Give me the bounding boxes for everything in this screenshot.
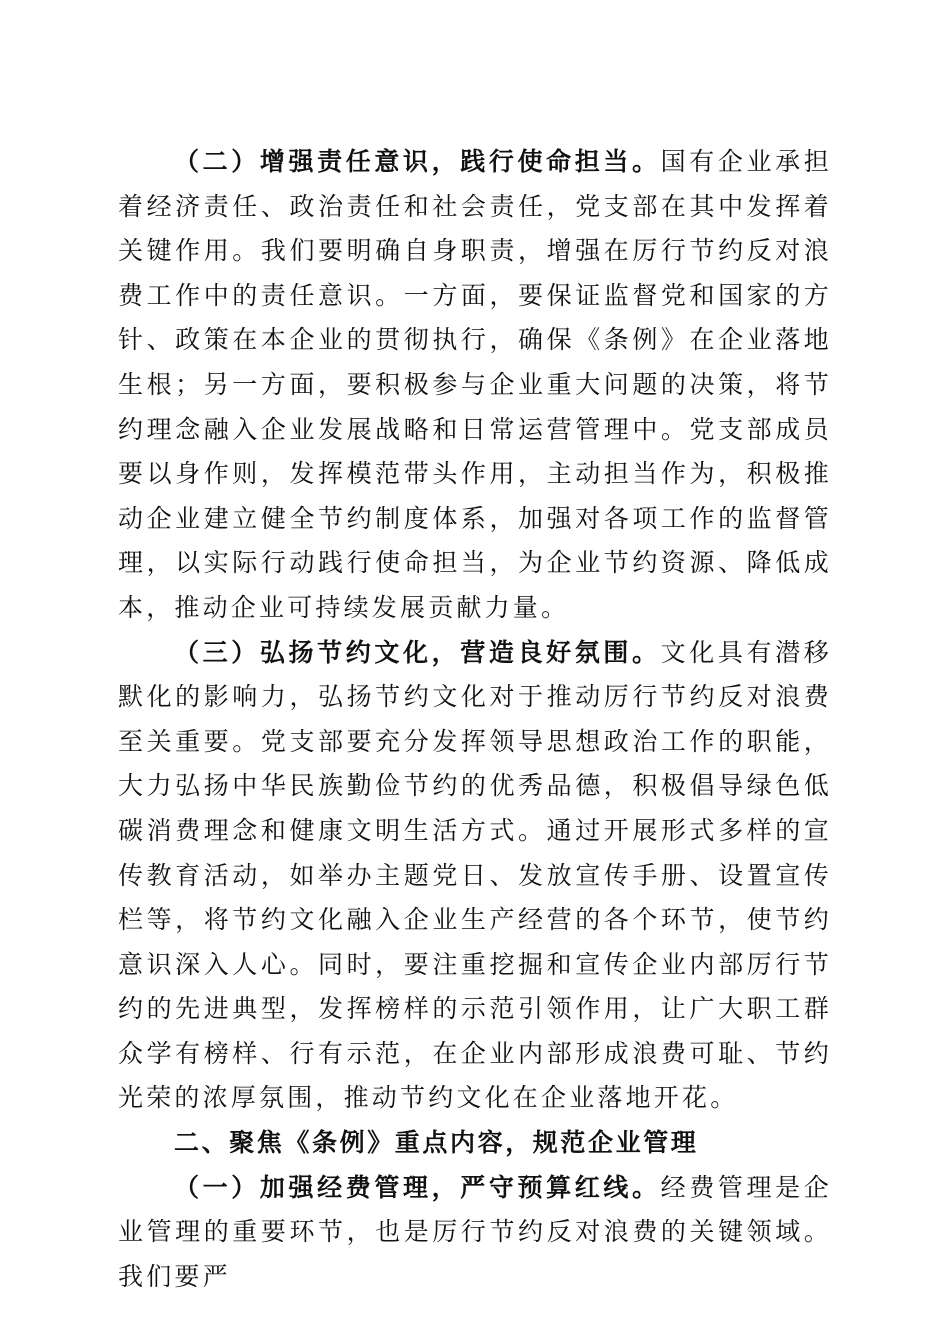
paragraph-text: 经费管理是企业管理的重要环节，也是厉行节约反对浪费的关键领域。我们要严 — [118, 1172, 833, 1291]
subsection-title-culture: （三）弘扬节约文化，营造良好氛围。 — [174, 637, 661, 667]
paragraph-text: 文化具有潜移默化的影响力，弘扬节约文化对于推动厉行节约反对浪费至关重要。党支部要充分发挥领导思想政治工作的职能，大力弘扬中华民族勤俭节约的优秀品德，积极倡导绿色低碳消费理念和健康文明生活方式。通过开展形式多样的宣传教育活动，如举办主题党日、发放宣传手册、设置宣传栏等，将节约文化融入企业生产经营的各个环节，使节约意识深入人心。同时，要注重挖掘和宣传企业内部厉行节约的先进典型，发挥榜样的示范引领作用，让广大职工群众学有榜样、行有示范，在企业内部形成浪费可耻、节约光荣的浓厚氛围，推动节约文化在企业落地开花。 — [118, 637, 833, 1113]
paragraph-funding — [118, 1166, 832, 1300]
paragraph-text: 国有企业承担着经济责任、政治责任和社会责任，党支部在其中发挥着关键作用。我们要明确自身职责，增强在厉行节约反对浪费工作中的责任意识。一方面，要保证监督党和国家的方针、政策在本企业的贯彻执行，确保《条例》在企业落地生根；另一方面，要积极参与企业重大问题的决策，将节约理念融入企业发展战略和日常运营管理中。党支部成员要以身作则，发挥模范带头作用，主动担当作为，积极推动企业建立健全节约制度体系，加强对各项工作的监督管理，以实际行动践行使命担当，为企业节约资源、降低成本，推动企业可持续发展贡献力量。 — [118, 147, 833, 622]
subsection-title-responsibility: （二）增强责任意识，践行使命担当。 — [174, 147, 661, 176]
section-heading: 二、聚焦《条例》重点内容，规范企业管理 — [174, 1128, 699, 1158]
document-body — [118, 140, 832, 1299]
paragraph-responsibility — [118, 140, 832, 631]
paragraph-culture — [118, 631, 832, 1122]
subsection-title-funding: （一）加强经费管理，严守预算红线。 — [174, 1172, 661, 1202]
